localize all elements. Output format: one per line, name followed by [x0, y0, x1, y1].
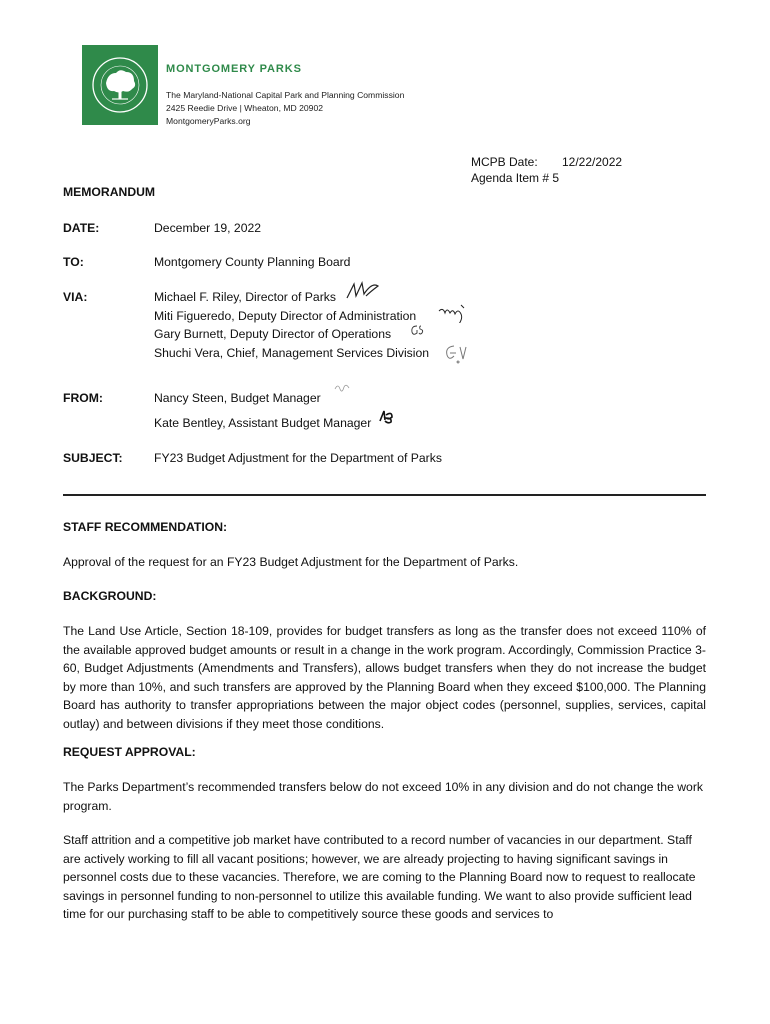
date-value: December 19, 2022 — [154, 221, 262, 235]
signature-steen — [333, 381, 351, 395]
staff-recommendation-heading: STAFF RECOMMENDATION: — [63, 520, 228, 534]
agenda-item: Agenda Item # 5 — [471, 171, 560, 185]
from-line-1: Nancy Steen, Budget Manager — [154, 391, 321, 405]
montgomery-parks-logo — [82, 45, 158, 125]
via-label: VIA: — [63, 290, 88, 304]
org-name: MONTGOMERY PARKS — [166, 63, 302, 75]
subject-label: SUBJECT: — [63, 451, 123, 465]
mcpb-meta — [471, 154, 622, 186]
from-label: FROM: — [63, 391, 103, 405]
memorandum-title: MEMORANDUM — [63, 185, 156, 199]
signature-figueredo — [437, 303, 467, 323]
to-value: Montgomery County Planning Board — [154, 255, 351, 269]
date-label: DATE: — [63, 221, 100, 235]
staff-recommendation-text: Approval of the request for an FY23 Budget Adjustment for the Department of Parks. — [63, 555, 519, 569]
mcpb-date-label: MCPB Date: — [471, 155, 538, 169]
section-divider — [63, 494, 706, 496]
mcpb-date-value: 12/22/2022 — [562, 155, 623, 169]
org-line-3: MontgomeryParks.org — [166, 116, 251, 126]
tree-seal-icon — [82, 45, 158, 125]
request-approval-heading: REQUEST APPROVAL: — [63, 745, 196, 759]
via-line-3: Gary Burnett, Deputy Director of Operations — [154, 327, 392, 341]
via-line-1: Michael F. Riley, Director of Parks — [154, 290, 336, 304]
signature-bentley — [377, 408, 395, 424]
background-text: The Land Use Article, Section 18-109, provides for budget transfers as long as the transfer does not exceed 110% of the available approved budget amounts or result in a change in the work program. Accordingly, Commission Practice 3-60, Budget Adjustments (Amendments and Transfers), allows budget transfers when they do not increase the budget by more than 10%, and such transfers are approved by the Planning Board when they exceed $100,000. The Planning Board has authority to transfer appropriations between the major object codes (personnel, supplies, services, capital outlay) and between divisions if they meet those conditions. — [63, 624, 706, 731]
signature-riley — [344, 280, 380, 302]
subject-value: FY23 Budget Adjustment for the Department of Parks — [154, 451, 442, 465]
request-text-2: Staff attrition and a competitive job market have contributed to a record number of vacancies in our department. Staff are actively working to fill all vacant positions; however, we are already projecting to having significant savings in personnel costs due to these vacancies. Therefore, we are coming to the Planning Board now to request to reallocate savings in personnel funding to non-personnel to utilize this available funding. We want to also provide sufficient lead time for our purchasing staff to be able to competitively source these goods and services to — [63, 833, 696, 922]
request-text-1: The Parks Department’s recommended transfers below do not exceed 10% in any division and do not change the work program. — [63, 780, 703, 813]
to-label: TO: — [63, 255, 84, 269]
via-line-4: Shuchi Vera, Chief, Management Services Division — [154, 346, 430, 360]
from-line-2: Kate Bentley, Assistant Budget Manager — [154, 416, 372, 430]
via-line-2: Miti Figueredo, Deputy Director of Administration — [154, 309, 417, 323]
org-line-2: 2425 Reedie Drive | Wheaton, MD 20902 — [166, 103, 324, 113]
background-heading: BACKGROUND: — [63, 589, 157, 603]
signature-vera — [443, 343, 467, 365]
signature-burnett — [409, 323, 429, 339]
org-line-1: The Maryland-National Capital Park and Planning Commission — [166, 90, 405, 100]
